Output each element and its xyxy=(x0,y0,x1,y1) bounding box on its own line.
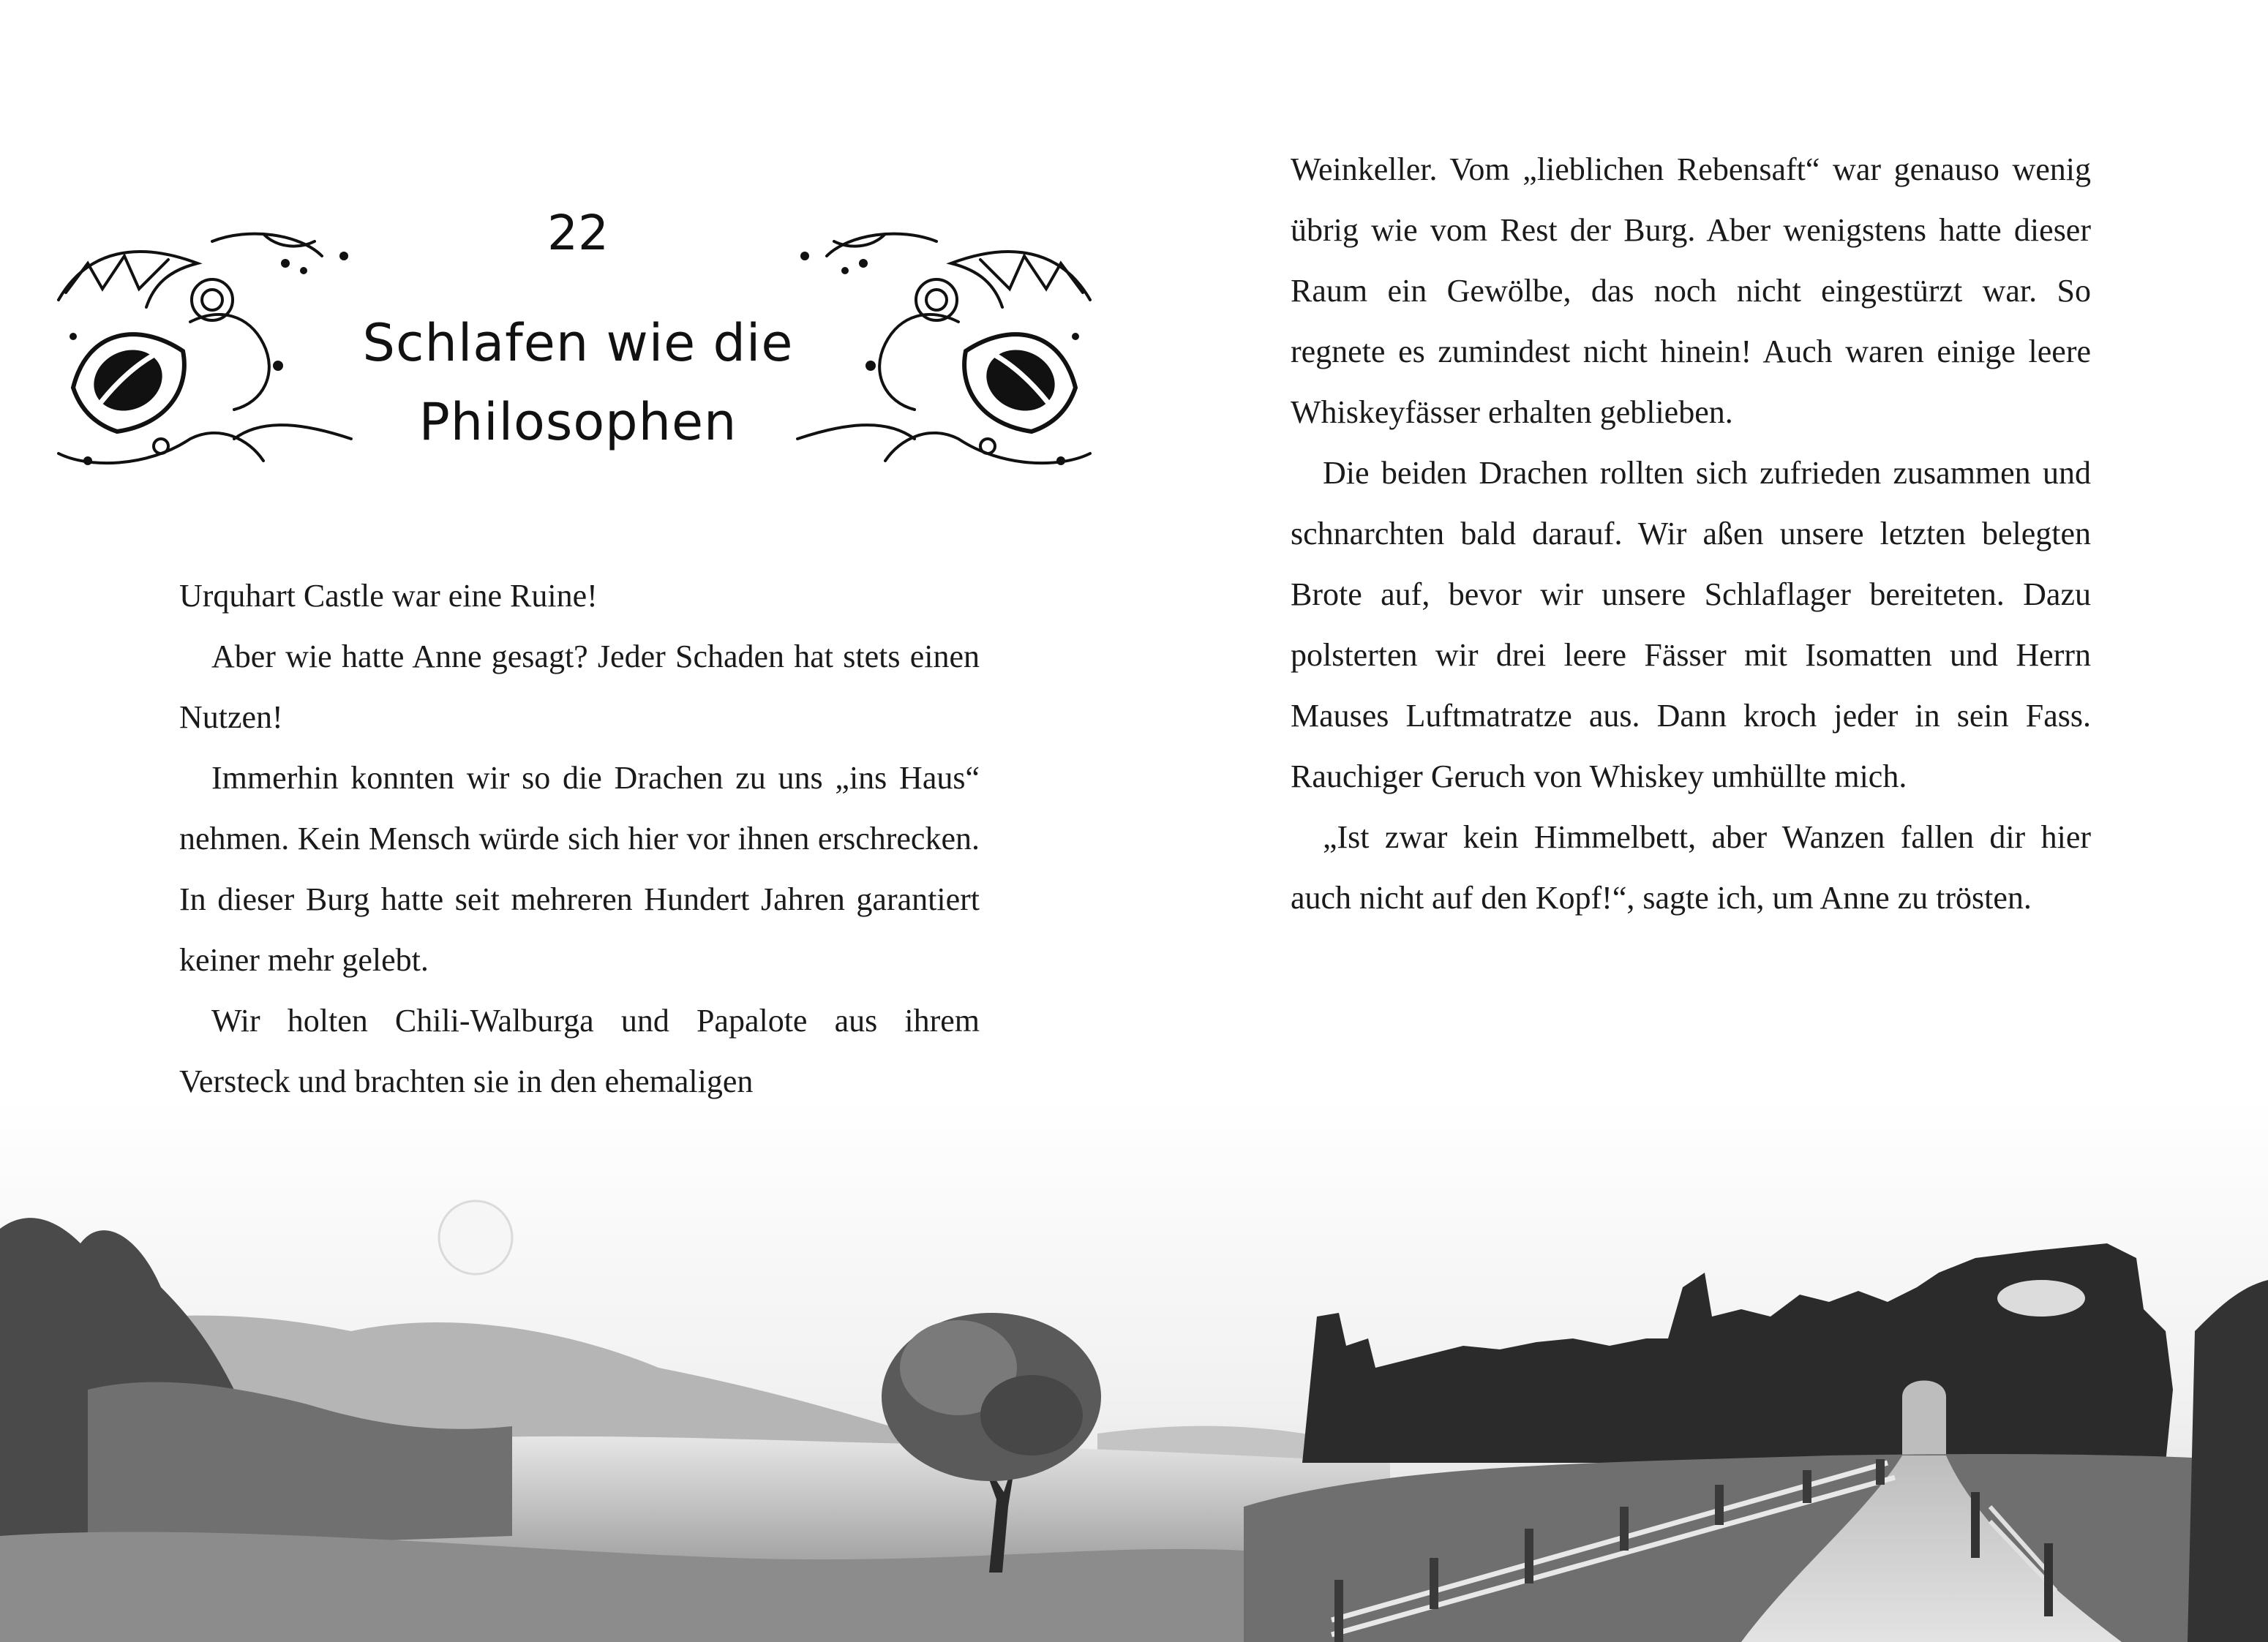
left-paragraph-3: Immerhin konnten wir so die Drachen zu uns „ins Haus“ nehmen. Kein Mensch würde sich hier vor ihnen erschrecken. In dieser Burg hatte seit mehreren Hundert Jahren garantiert keiner mehr gelebt. xyxy=(179,760,980,978)
chapter-number: 22 xyxy=(547,205,609,261)
dragon-eye-ornament-right-icon xyxy=(783,219,1105,483)
left-paragraph-2: Aber wie hatte Anne gesagt? Jeder Schaden hat stets einen Nutzen! xyxy=(179,639,980,735)
chapter-title xyxy=(358,304,797,462)
left-paragraph-4: Wir holten Chili-Walburga und Papalote aus ihrem Versteck und brachten sie in den ehemaligen xyxy=(179,1003,980,1099)
left-page-text xyxy=(179,565,980,1112)
chapter-title-line-1: Schlafen wie die xyxy=(362,313,794,373)
right-paragraph-1: Weinkeller. Vom „lieblichen Rebensaft“ war genauso wenig übrig wie vom Rest der Burg. Aber wenigstens hatte dieser Raum ein Gewölbe, das noch nicht eingestürzt war. So regnete es zumindest nicht hinein! Auch waren einige leere Whiskeyfässer erhalten geblieben. xyxy=(1291,151,2091,430)
right-page-text xyxy=(1291,139,2091,928)
castle-gate xyxy=(1902,1381,1946,1456)
moon-icon xyxy=(439,1201,512,1274)
left-paragraph-1: Urquhart Castle war eine Ruine! xyxy=(179,578,598,614)
right-paragraph-2: Die beiden Drachen rollten sich zufrieden zusammen und schnarchten bald darauf. Wir aßen unsere letzten belegten Brote auf, bevor wir unsere Schlaflager bereiteten. Dazu polsterten wir drei leere Fässer mit Isomatten und Herrn Mauses Luftmatratze aus. Dann kroch jeder in sein Fass. Rauchiger Geruch von Whiskey umhüllte mich. xyxy=(1291,455,2091,794)
chapter-header xyxy=(44,197,1112,505)
right-paragraph-3: „Ist zwar kein Himmelbett, aber Wanzen fallen dir hier auch nicht auf den Kopf!“, sagte ich, um Anne zu trösten. xyxy=(1291,819,2091,916)
forest-right xyxy=(2188,1280,2268,1642)
chapter-title-line-2: Philosophen xyxy=(418,392,737,452)
